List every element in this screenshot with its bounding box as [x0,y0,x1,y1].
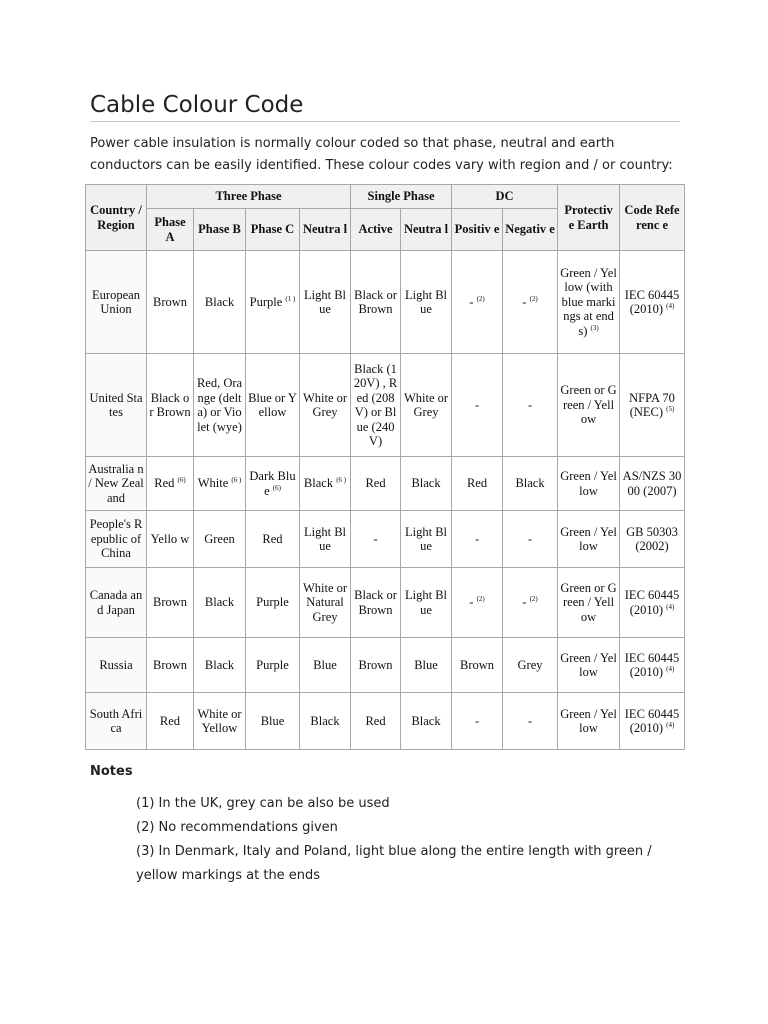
cell-active [351,354,401,457]
cell-protective-earth [558,693,620,750]
cell-phase-b [194,511,246,568]
cell-text: Black [411,713,441,728]
cell-dc-negative [503,457,558,511]
cell-active [351,457,401,511]
header-phase-a: Phase A [147,209,194,251]
cell-text: - [474,713,480,728]
header-dc: DC [452,185,558,209]
cell-protective-earth [558,354,620,457]
header-negative: Negativ e [503,209,558,251]
cell-dc-negative [503,511,558,568]
cell-code-reference [620,457,685,511]
cell-phase-b [194,457,246,511]
cell-neutral-1ph [401,511,452,568]
cable-colour-table [85,184,685,750]
footnote-ref: (4) [666,720,675,729]
cell-text: Black or Brown [354,287,397,316]
cell-dc-negative [503,251,558,354]
cell-country: Australia n / New Zealand [86,457,147,511]
cell-neutral-3ph [300,457,351,511]
cell-phase-c [246,354,300,457]
cell-phase-a [147,511,194,568]
cell-phase-a [147,251,194,354]
footnote-ref: (3) [590,323,599,332]
header-single-phase-neutral: Neutra l [401,209,452,251]
cell-phase-a [147,568,194,638]
cell-country: Russia [86,638,147,693]
page-title: Cable Colour Code [90,92,304,118]
cell-country: People's Republic of China [86,511,147,568]
cell-neutral-1ph [401,251,452,354]
cell-phase-c [246,457,300,511]
cell-active [351,251,401,354]
cell-text: Brown [152,657,188,672]
cell-text: - [522,595,527,610]
cell-text: Brown [152,595,188,610]
header-phase-c: Phase C [246,209,300,251]
header-three-phase-neutral: Neutra l [300,209,351,251]
cell-text: Blue [313,657,337,672]
header-three-phase: Three Phase [147,185,351,209]
cell-dc-negative [503,568,558,638]
cell-text: Light Blue [405,588,448,617]
cell-text: - [373,531,378,546]
footnote-ref: (6) [272,483,281,492]
cell-text: - [522,294,527,309]
cell-text: Dark Blue [249,469,296,498]
cell-text: Brown [152,294,188,309]
cell-active [351,568,401,638]
cell-phase-c [246,568,300,638]
notes-heading: Notes [90,764,133,779]
cell-phase-c [246,693,300,750]
cell-phase-b [194,693,246,750]
cell-text: - [527,713,533,728]
table-row [86,568,685,638]
cell-text: Light Blue [304,287,347,316]
cell-protective-earth [558,568,620,638]
table-row [86,638,685,693]
cell-code-reference [620,511,685,568]
cell-text: AS/NZS 3000 (2007) [622,469,682,498]
cell-dc-positive [452,354,503,457]
cell-text: NFPA 70 (NEC) [629,390,675,419]
cell-text: Red [466,476,488,491]
cell-phase-c [246,638,300,693]
cell-dc-negative [503,638,558,693]
cell-text: Black or Brown [354,588,397,617]
cell-neutral-3ph [300,693,351,750]
cell-text: Black [310,713,340,728]
footnote-ref: (2) [476,294,485,303]
cell-country: Canada and Japan [86,568,147,638]
cell-phase-b [194,568,246,638]
cell-text: - [527,397,533,412]
table-row [86,693,685,750]
cell-text: IEC 60445 (2010) [624,588,680,617]
cell-phase-b [194,638,246,693]
cell-text: IEC 60445 (2010) [624,706,680,735]
cell-text: - [469,294,474,309]
footnote-ref: (5) [666,404,675,413]
cell-phase-a [147,693,194,750]
footnote-ref: (6 ) [336,476,347,485]
footnote-ref: (6) [177,476,186,485]
cell-text: - [469,595,474,610]
cell-text: Red [159,713,181,728]
cell-text: Green / Yellow (with blue markings at ends) [560,265,617,338]
note-item: (2) No recommendations given [136,820,338,835]
cell-text: Green / Yellow [560,650,617,679]
cell-text: White or Natural Grey [302,580,348,624]
cell-text: Red [154,476,175,491]
footnote-ref: (4) [666,602,675,611]
cell-text: Purple [249,294,283,309]
cell-text: IEC 60445 (2010) [624,650,680,679]
cell-active [351,693,401,750]
cell-protective-earth [558,638,620,693]
cell-text: Light Blue [405,287,448,316]
cell-neutral-3ph [300,251,351,354]
header-positive: Positiv e [452,209,503,251]
cell-text: Red, Orange (delta) or Violet (wye) [196,376,243,434]
header-phase-b: Phase B [194,209,246,251]
cell-text: GB 50303 (2002) [626,524,678,553]
cell-text: IEC 60445 (2010) [624,287,680,316]
cell-dc-positive [452,251,503,354]
cell-dc-positive [452,457,503,511]
cell-neutral-3ph [300,354,351,457]
cell-text: Green / Yellow [560,706,617,735]
cell-text: Red [262,531,283,546]
cell-text: - [474,397,480,412]
cell-code-reference [620,638,685,693]
cell-text: Black [515,476,545,491]
footnote-ref: (4) [666,301,675,310]
note-item: (1) In the UK, grey can be also be used [136,796,390,811]
cell-text: White [197,476,229,491]
cell-protective-earth [558,511,620,568]
cell-phase-c [246,251,300,354]
cell-neutral-1ph [401,638,452,693]
cell-protective-earth [558,251,620,354]
table-row [86,354,685,457]
cell-country: European Union [86,251,147,354]
cell-text: Purple [256,595,289,610]
footnote-ref: (4) [666,664,675,673]
cell-phase-b [194,251,246,354]
cell-code-reference [620,251,685,354]
cell-text: Black or Brown [149,390,191,419]
cell-text: Blue [414,657,438,672]
cell-active [351,638,401,693]
cell-dc-positive [452,693,503,750]
cell-phase-a [147,354,194,457]
note-item: (3) In Denmark, Italy and Poland, light blue along the entire length with green / yellow markings at the ends [136,844,652,883]
footnote-ref: (2) [529,595,538,604]
cell-neutral-1ph [401,693,452,750]
footnote-ref: (2) [529,294,538,303]
cell-neutral-1ph [401,568,452,638]
cell-neutral-3ph [300,511,351,568]
header-code-reference: Code Referenc e [620,185,685,251]
cell-country: United States [86,354,147,457]
cell-phase-c [246,511,300,568]
cell-active [351,511,401,568]
cell-phase-b [194,354,246,457]
table-row [86,457,685,511]
footnote-ref: (2) [476,595,485,604]
cell-text: Red [365,713,386,728]
cell-text: Black [411,476,441,491]
header-active: Active [351,209,401,251]
cell-text: Green [204,531,235,546]
cell-country: South Africa [86,693,147,750]
cell-text: Green / Yellow [560,469,617,498]
group-header-row [86,185,685,209]
cell-code-reference [620,693,685,750]
cell-code-reference [620,354,685,457]
cell-neutral-1ph [401,354,452,457]
header-protective-earth: Protectiv e Earth [558,185,620,251]
cell-dc-positive [452,638,503,693]
cell-dc-positive [452,568,503,638]
table-row [86,251,685,354]
cell-neutral-3ph [300,568,351,638]
cell-text: Brown [460,657,495,672]
table-row [86,511,685,568]
cell-text: Black [204,595,235,610]
cell-text: - [527,531,533,546]
cell-text: Red [365,476,386,491]
cell-text: Black [204,657,235,672]
title-divider [90,121,680,122]
cell-neutral-3ph [300,638,351,693]
header-single-phase: Single Phase [351,185,452,209]
cell-text: White or Yellow [197,706,242,735]
cell-text: Black [204,294,235,309]
table-body [86,251,685,750]
cell-text: Blue [260,713,285,728]
header-country: Country / Region [86,185,147,251]
cell-protective-earth [558,457,620,511]
cell-text: White or Grey [403,390,449,419]
footnote-ref: (6 ) [231,476,242,485]
cell-text: - [474,531,480,546]
cell-neutral-1ph [401,457,452,511]
cell-text: Light Blue [405,524,448,553]
cell-text: Light Blue [304,524,347,553]
cell-phase-a [147,638,194,693]
cell-dc-negative [503,693,558,750]
footnote-ref: (1 ) [285,294,296,303]
notes-list [136,792,696,888]
cell-code-reference [620,568,685,638]
cell-text: Green or Green / Yellow [560,580,617,624]
cell-text: Yello w [150,531,190,546]
cell-phase-a [147,457,194,511]
cell-text: Green / Yellow [560,524,617,553]
cell-text: Grey [517,657,543,672]
cell-text: White or Grey [302,390,348,419]
cell-dc-negative [503,354,558,457]
cell-text: Blue or Yellow [248,390,297,419]
cell-dc-positive [452,511,503,568]
intro-paragraph: Power cable insulation is normally colour coded so that phase, neutral and earth conductors can be easily identified. These colour codes vary with region and / or country: [90,136,673,173]
cell-text: Purple [256,657,289,672]
cell-text: Black [303,476,334,491]
cell-text: Black (120V) , Red (208V) or Blue (240V) [353,361,398,448]
cell-text: Brown [358,657,393,672]
cell-text: Green or Green / Yellow [560,383,617,427]
